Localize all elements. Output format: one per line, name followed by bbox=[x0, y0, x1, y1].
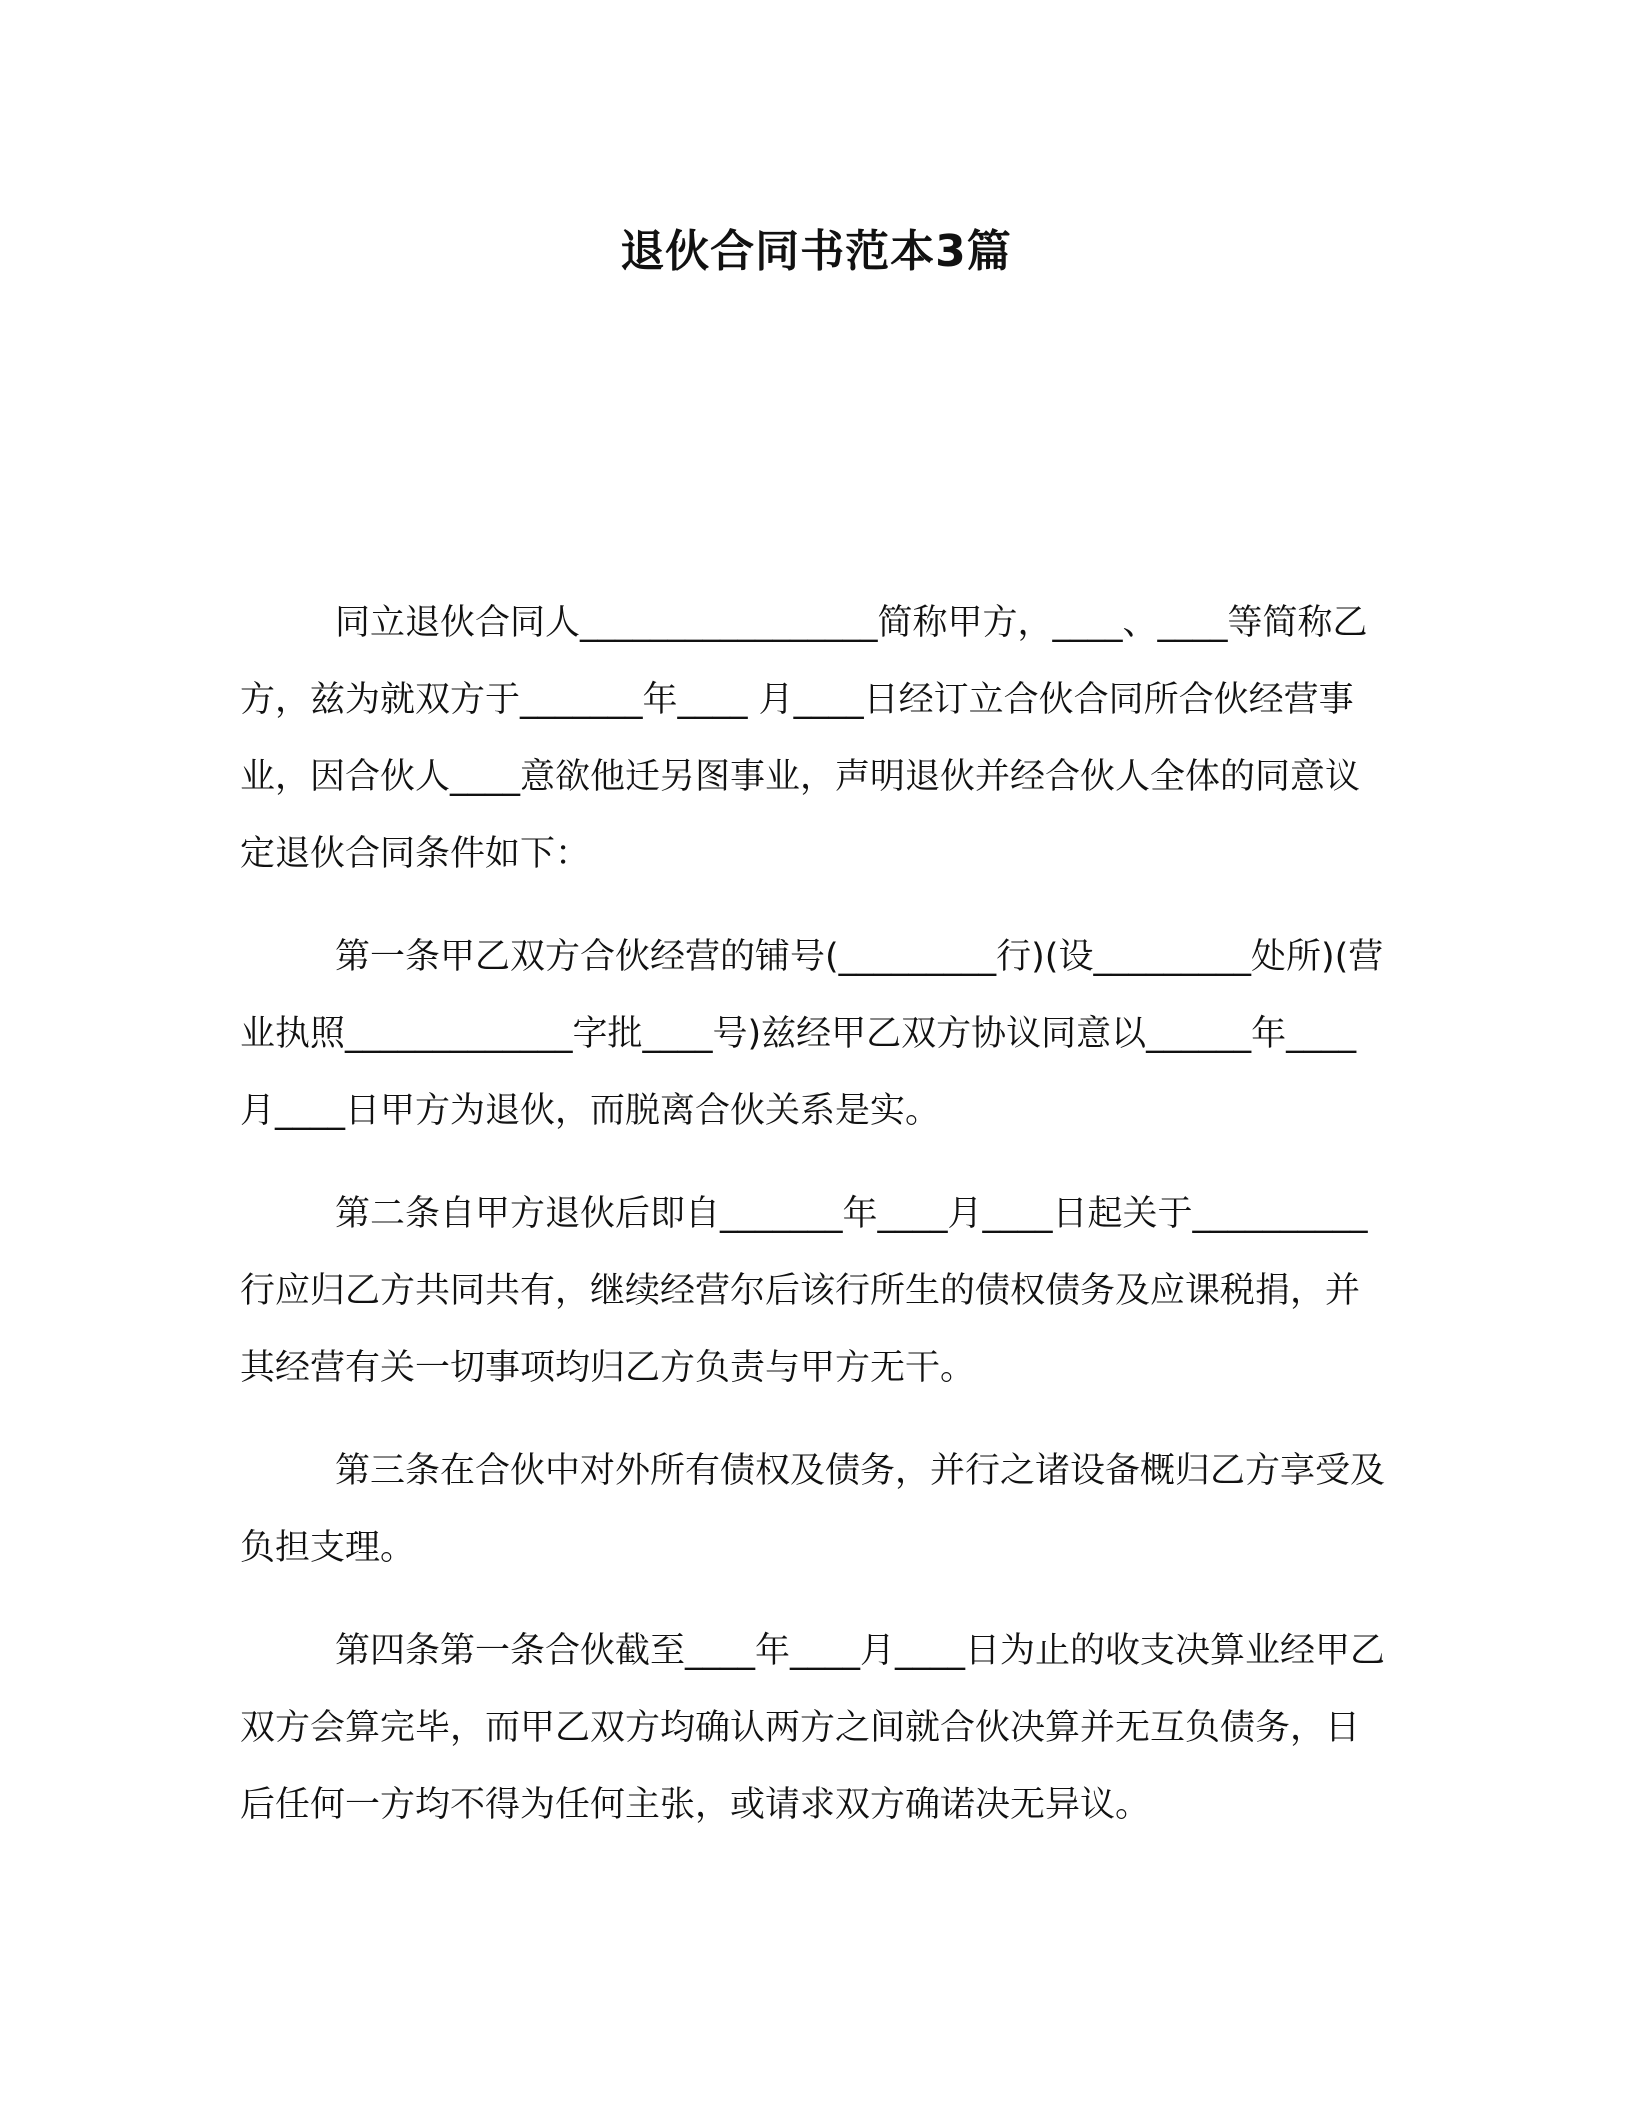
paragraph-article-4: 第四条第一条合伙截至____年____月____日为止的收支决算业经甲乙双方会算完毕，而甲乙双方均确认两方之间就合伙决算并无互负债务，日后任何一方均不得为任何主张，或请求双方确诺决无异议。 bbox=[240, 1631, 1386, 1825]
paragraph-intro: 同立退伙合同人_________________简称甲方，____、____等简称乙方，兹为就双方于_______年____ 月____日经订立合伙合同所合伙经营事业，因合伙人____意欲他迁另图事业，声明退伙并经合伙人全体的同意议定退伙合同条件如下： bbox=[240, 603, 1368, 874]
document-title: 退伙合同书范本3篇 bbox=[620, 226, 1012, 277]
paragraph-article-1: 第一条甲乙双方合伙经营的铺号(_________行)(设_________处所)(营业执照_____________字批____号)兹经甲乙双方协议同意以______年____月____日甲方为退伙，而脱离合伙关系是实。 bbox=[240, 937, 1384, 1131]
paragraph-article-2: 第二条自甲方退伙后即自_______年____月____日起关于__________行应归乙方共同共有，继续经营尔后该行所生的债权债务及应课税捐，并其经营有关一切事项均归乙方负责与甲方无干。 bbox=[240, 1194, 1368, 1388]
paragraph-article-3: 第三条在合伙中对外所有债权及债务，并行之诸设备概归乙方享受及负担支理。 bbox=[240, 1451, 1386, 1568]
document-body bbox=[240, 585, 1390, 1870]
